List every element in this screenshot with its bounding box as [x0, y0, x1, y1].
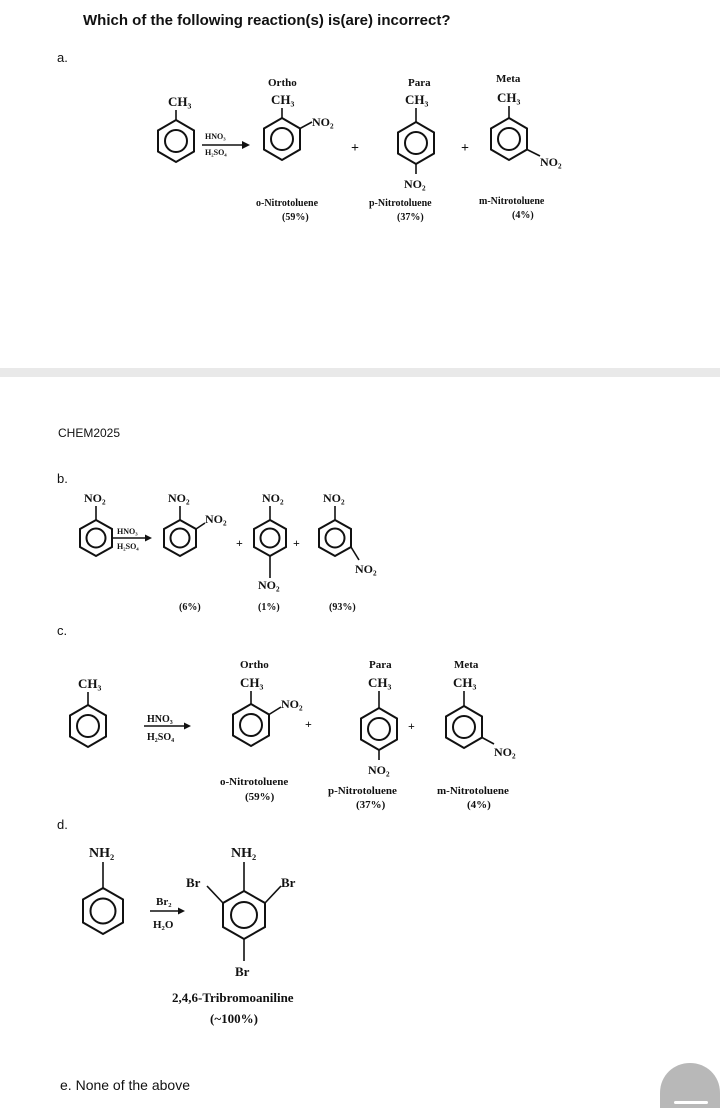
ortho-ch3-a: CH₃ — [271, 92, 295, 107]
ortho-name-c: o-Nitrotoluene — [220, 776, 289, 788]
para-yield-a: (37%) — [397, 212, 424, 223]
ortho-ring-a — [264, 108, 312, 160]
reagent-top-d: Br₂ — [156, 896, 172, 908]
plus-sign-c1: + — [305, 717, 312, 731]
para-name-c: p-Nitrotoluene — [328, 785, 397, 797]
para-yield-c: (37%) — [356, 799, 386, 811]
ortho-name-a: o-Nitrotoluene — [256, 198, 319, 209]
option-letter-c: c. — [57, 623, 68, 638]
scroll-handle-icon[interactable] — [650, 1055, 720, 1108]
meta-ch3-c: CH₃ — [453, 675, 477, 690]
product-br-bottom-d: Br — [235, 964, 250, 979]
para-label-a: Para — [408, 77, 431, 89]
para-no2-top-b: NO₂ — [262, 491, 284, 505]
meta-no2-top-b: NO₂ — [323, 491, 345, 505]
meta-yield-a: (4%) — [512, 210, 534, 221]
meta-ring-c — [446, 691, 494, 748]
tribromoaniline-ring-d — [207, 862, 281, 961]
para-no2-a: NO₂ — [404, 177, 426, 191]
option-text-e: None of the above — [75, 1077, 190, 1093]
meta-label-a: Meta — [496, 73, 521, 85]
meta-name-c: m-Nitrotoluene — [437, 785, 509, 797]
plus-sign-b1: + — [236, 536, 243, 550]
ortho-ring-b — [164, 506, 205, 556]
toluene-ring-c — [70, 692, 106, 747]
meta-ring-a — [491, 106, 540, 160]
reaction-scheme-d — [0, 835, 720, 1035]
ortho-no2-a: NO₂ — [312, 115, 334, 129]
meta-label-c: Meta — [454, 659, 479, 671]
ortho-ring-c — [233, 691, 281, 746]
meta-yield-b: (93%) — [329, 602, 356, 613]
option-e[interactable] — [60, 1077, 190, 1093]
reagent-top-c: HNO₃ — [147, 714, 173, 725]
ortho-yield-b: (6%) — [179, 602, 201, 613]
ortho-yield-c: (59%) — [245, 791, 275, 803]
para-ch3-c: CH₃ — [368, 675, 392, 690]
para-yield-b: (1%) — [258, 602, 280, 613]
product-yield-d: (~100%) — [210, 1011, 258, 1026]
plus-sign-a1: + — [351, 141, 359, 156]
para-ring-a — [398, 108, 434, 174]
ortho-label-a: Ortho — [268, 77, 297, 89]
product-br-left-d: Br — [186, 875, 201, 890]
para-ring-c — [361, 691, 397, 760]
meta-no2-c: NO₂ — [494, 745, 516, 759]
meta-no2-side-b: NO₂ — [355, 562, 377, 576]
reagent-bottom-b: H₂SO₄ — [117, 542, 139, 551]
reaction-scheme-b — [0, 480, 720, 620]
ortho-yield-a: (59%) — [282, 212, 309, 223]
para-no2-bottom-b: NO₂ — [258, 578, 280, 592]
product-nh2-d: NH₂ — [231, 846, 257, 861]
course-code: CHEM2025 — [58, 426, 121, 440]
para-label-c: Para — [369, 659, 392, 671]
ortho-no2-c: NO₂ — [281, 697, 303, 711]
reagent-top-b: HNO₃ — [117, 527, 138, 536]
question-text: Which of the following reaction(s) is(are) incorrect? — [83, 12, 451, 29]
start-group-b: NO₂ — [84, 491, 106, 505]
meta-no2-a: NO₂ — [540, 155, 562, 169]
ortho-label-c: Ortho — [240, 659, 269, 671]
option-letter-a: a. — [57, 50, 68, 65]
meta-yield-c: (4%) — [467, 799, 491, 811]
option-letter-b: b. — [57, 471, 68, 486]
option-letter-e: e. — [60, 1077, 72, 1093]
nitrobenzene-ring-b — [80, 506, 112, 556]
plus-sign-b2: + — [293, 536, 300, 550]
section-divider — [0, 368, 720, 377]
para-name-a: p-Nitrotoluene — [369, 198, 432, 209]
meta-ring-b — [319, 506, 359, 560]
reagent-top-a: HNO₃ — [205, 132, 226, 141]
para-ch3-a: CH₃ — [405, 92, 429, 107]
aniline-ring-d — [83, 862, 123, 934]
meta-ch3-a: CH₃ — [497, 90, 521, 105]
product-br-right-d: Br — [281, 875, 296, 890]
start-group-d: NH₂ — [89, 846, 115, 861]
para-no2-c: NO₂ — [368, 763, 390, 777]
plus-sign-c2: + — [408, 719, 415, 733]
plus-sign-a2: + — [461, 141, 469, 156]
start-group-c: CH₃ — [78, 676, 102, 691]
para-ring-b — [254, 506, 286, 578]
ortho-no2-top-b: NO₂ — [168, 491, 190, 505]
option-letter-d: d. — [57, 817, 68, 832]
reagent-bottom-d: H₂O — [153, 919, 174, 931]
start-group-a: CH₃ — [168, 94, 192, 109]
toluene-ring-a — [158, 110, 194, 162]
reaction-scheme-c — [0, 650, 720, 830]
meta-name-a: m-Nitrotoluene — [479, 196, 545, 207]
ortho-ch3-c: CH₃ — [240, 675, 264, 690]
ortho-no2-side-b: NO₂ — [205, 512, 227, 526]
reagent-bottom-c: H₂SO₄ — [147, 732, 175, 743]
reagent-bottom-a: H₂SO₄ — [205, 148, 227, 157]
reaction-scheme-a — [0, 60, 720, 260]
product-name-d: 2,4,6-Tribromoaniline — [172, 990, 294, 1005]
